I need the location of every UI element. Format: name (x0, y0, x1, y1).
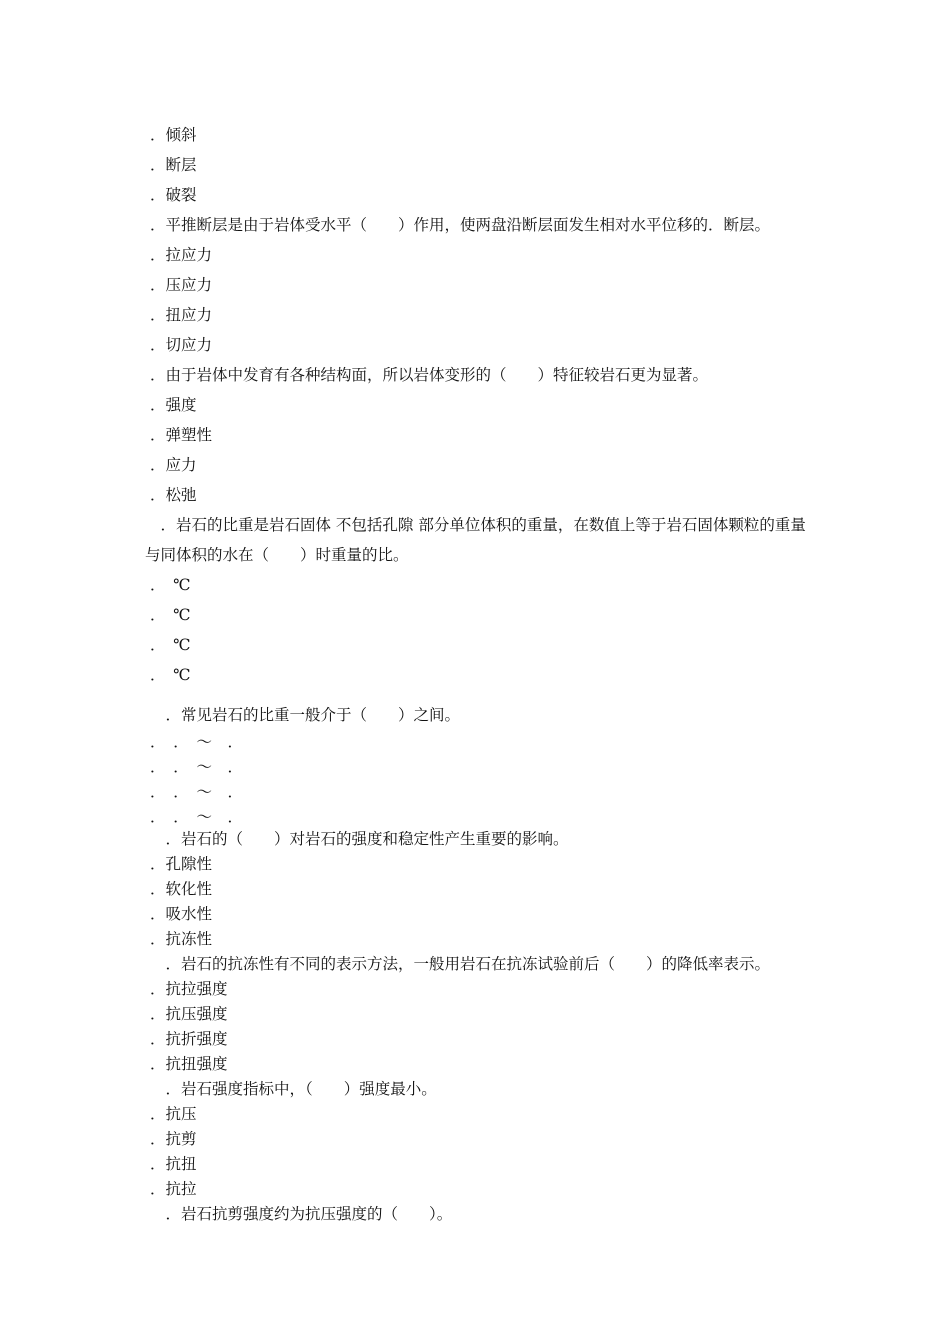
option-line: ．软化性 (150, 880, 213, 898)
question-line: ．岩石抗剪强度约为抗压强度的（ ）。 (150, 1205, 453, 1223)
option-line: ． ℃ (150, 636, 191, 654)
question-paragraph: ．岩石的比重是岩石固体 不包括孔隙 部分单位体积的重量，在数值上等于岩石固体颗粒的重量与同体积的水在（ ）时重量的比。 (145, 516, 806, 564)
option-line: ． ℃ (150, 576, 191, 594)
option-line: ．抗扭 (150, 1155, 197, 1173)
option-line: ．弹塑性 (150, 426, 213, 444)
option-line: ．抗剪 (150, 1130, 197, 1148)
question-line: ．岩石的抗冻性有不同的表示方法，一般用岩石在抗冻试验前后（ ）的降低率表示。 (150, 955, 771, 973)
option-line: ．拉应力 (150, 246, 213, 264)
option-line: ． ． ～ ． (150, 808, 244, 826)
question-line: ．岩石的（ ）对岩石的强度和稳定性产生重要的影响。 (150, 830, 569, 848)
option-line: ．压应力 (150, 276, 213, 294)
option-line: ．抗压强度 (150, 1005, 228, 1023)
option-line: ．抗拉 (150, 1180, 197, 1198)
option-line: ．吸水性 (150, 905, 213, 923)
option-line: ．抗拉强度 (150, 980, 228, 998)
option-line: ．破裂 (150, 186, 197, 204)
option-line: ．抗压 (150, 1105, 197, 1123)
option-line: ． ℃ (150, 666, 191, 684)
option-line: ．扭应力 (150, 306, 213, 324)
option-line: ． ． ～ ． (150, 758, 244, 776)
option-line: ．倾斜 (150, 126, 197, 144)
option-line: ．断层 (150, 156, 197, 174)
option-line: ． ． ～ ． (150, 783, 244, 801)
question-line: ．岩石强度指标中，（ ）强度最小。 (150, 1080, 437, 1098)
option-line: ． ℃ (150, 606, 191, 624)
option-line: ．抗折强度 (150, 1030, 228, 1048)
option-line: ．松弛 (150, 486, 197, 504)
option-line: ． ． ～ ． (150, 733, 244, 751)
option-line: ．抗冻性 (150, 930, 213, 948)
option-line: ．强度 (150, 396, 197, 414)
option-line: ．孔隙性 (150, 855, 213, 873)
question-line: ．平推断层是由于岩体受水平（ ）作用，使两盘沿断层面发生相对水平位移的．断层。 (150, 216, 771, 234)
option-line: ．应力 (150, 456, 197, 474)
option-line: ．切应力 (150, 336, 213, 354)
question-line: ．常见岩石的比重一般介于（ ）之间。 (150, 706, 461, 724)
question-line: ．由于岩体中发育有各种结构面，所以岩体变形的（ ）特征较岩石更为显著。 (150, 366, 709, 384)
option-line: ．抗扭强度 (150, 1055, 228, 1073)
